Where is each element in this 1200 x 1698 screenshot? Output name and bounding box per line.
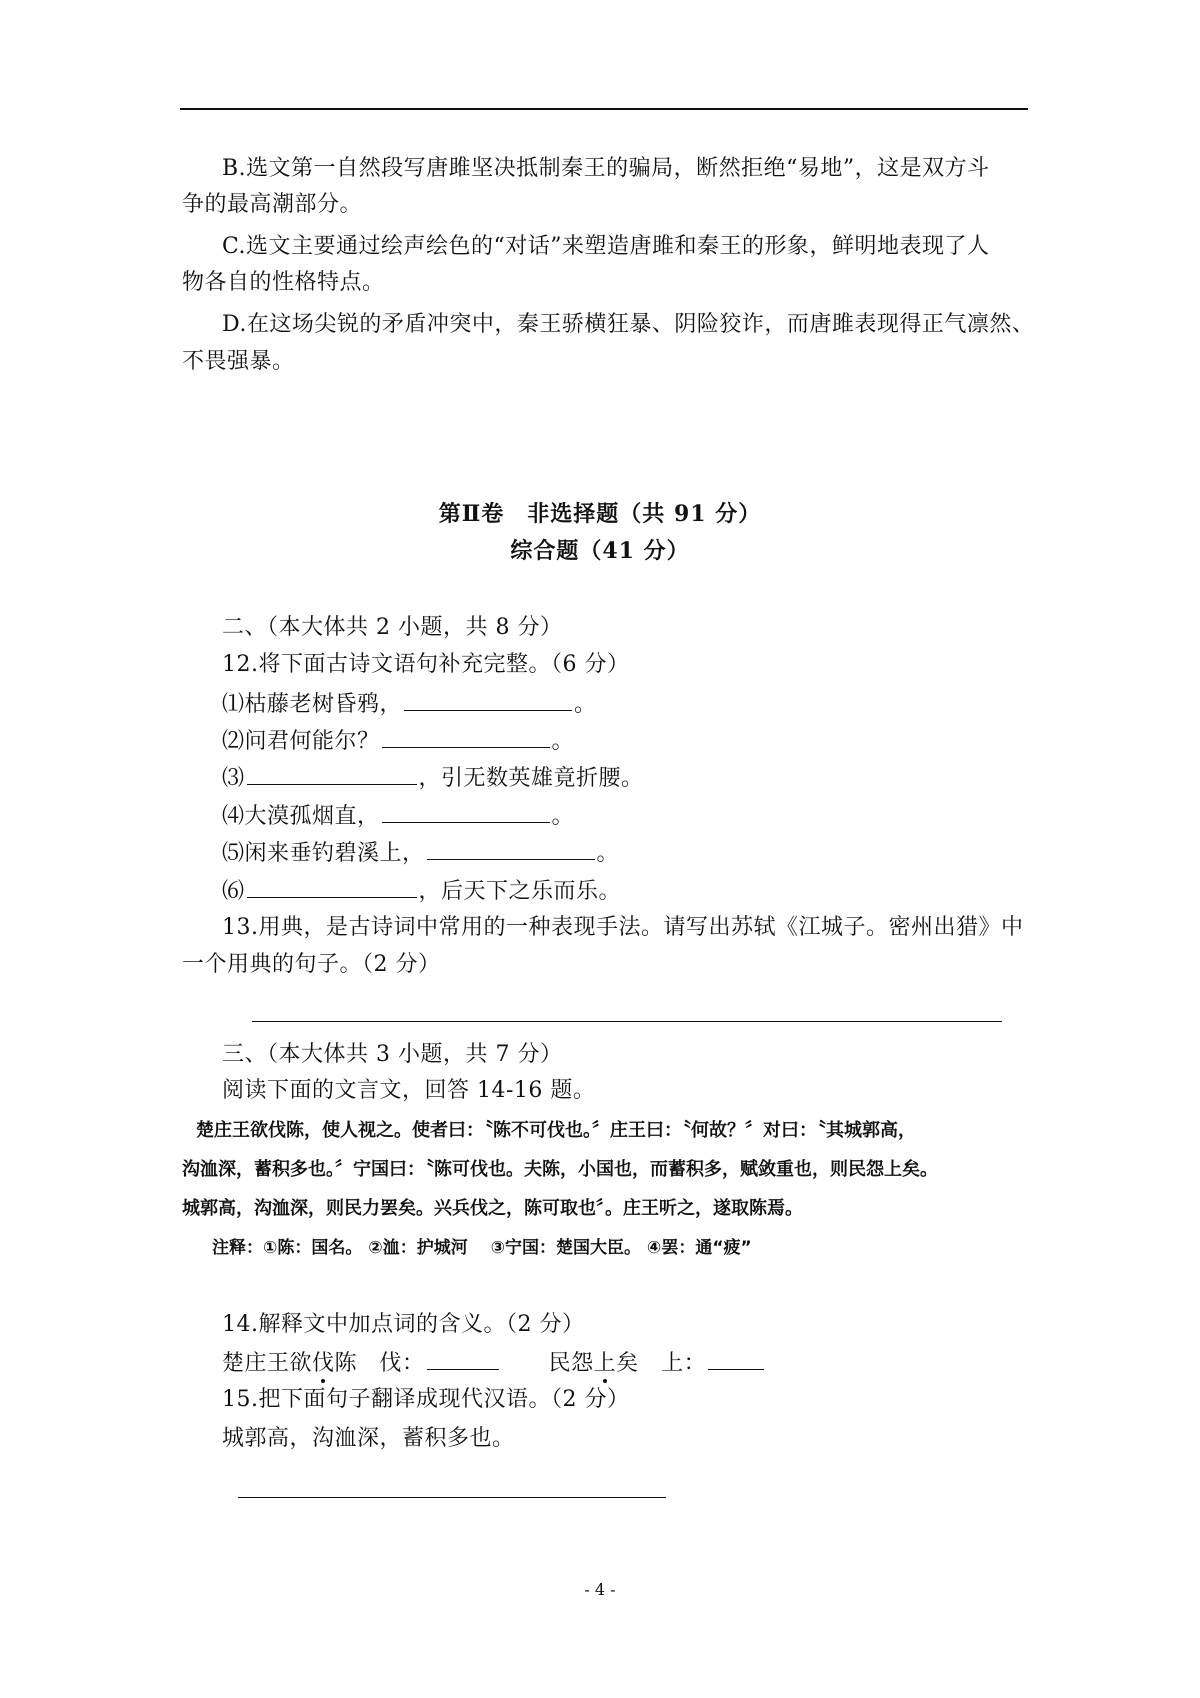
question-13-line1: 13.用典，是古诗词中常用的一种表现手法。请写出苏轼《江城子。密州出猎》中	[222, 915, 1024, 940]
q12-item-2-before: ⑵问君何能尔？	[222, 729, 380, 754]
question-12: 12.将下面古诗文语句补充完整。（6 分）	[222, 652, 630, 677]
passage-line-2: 沟洫深，蓄积多也。〞宁国曰：〝陈可伐也。夫陈，小国也，而蓄积多，赋敛重也，则民怨上矣。	[182, 1159, 938, 1180]
option-c-line1: C.选文主要通过绘声绘色的“对话”来塑造唐雎和秦王的形象，鲜明地表现了人	[222, 234, 990, 259]
q12-item-1-after: 。	[574, 692, 597, 717]
q14-items	[222, 1347, 766, 1379]
section-title: 第Ⅱ卷 非选择题（共 91 分）	[438, 501, 762, 527]
q15-answer-line[interactable]	[238, 1497, 666, 1498]
q14-b-pre: 民怨	[548, 1351, 594, 1376]
q12-item-5-blank[interactable]	[427, 837, 595, 860]
part3-intro: 阅读下面的文言文，回答 14-16 题。	[222, 1078, 596, 1103]
q14-b-post: 矣	[616, 1351, 662, 1376]
passage-line-3: 城郭高，沟洫深，则民力罢矣。兴兵伐之，陈可取也〞。庄王听之，遂取陈焉。	[182, 1198, 803, 1219]
q12-item-2-blank[interactable]	[382, 725, 550, 748]
q14-a-dotted-word: 伐	[312, 1351, 335, 1376]
q14-a-pre: 楚庄王欲	[222, 1351, 313, 1376]
q12-item-4-blank[interactable]	[382, 800, 550, 823]
page-number: - 4 -	[584, 1580, 616, 1599]
passage-notes: 注释：①陈：国名。 ②洫：护城河 ③宁国：楚国大臣。 ④罢：通“疲”	[212, 1238, 752, 1258]
part2-heading: 二、（本大体共 2 小题，共 8 分）	[222, 615, 563, 640]
q14-a-post: 陈	[334, 1351, 380, 1376]
q12-item-6-before: ⑹	[222, 879, 245, 904]
q12-item-2-after: 。	[551, 729, 575, 754]
option-b-line1: B.选文第一自然段写唐雎坚决抵制秦王的骗局，断然拒绝“易地”，这是双方斗	[222, 156, 990, 181]
q12-item-4-before: ⑷大漠孤烟直，	[222, 804, 380, 829]
q12-item-6-blank[interactable]	[247, 875, 417, 898]
section-subtitle: 综合题（41 分）	[510, 538, 690, 564]
q12-item-1-before: ⑴枯藤老树昏鸦，	[222, 692, 403, 717]
q12-item-3-blank[interactable]	[247, 762, 417, 785]
q15-sentence: 城郭高，沟洫深，蓄积多也。	[222, 1426, 515, 1451]
q13-answer-line[interactable]	[252, 1021, 1002, 1022]
q14-b-label: 上：	[661, 1351, 707, 1376]
q12-item-3-before: ⑶	[222, 766, 245, 791]
option-d-line2: 不畏强暴。	[182, 349, 295, 374]
q12-item-4	[222, 800, 574, 832]
part3-heading: 三、（本大体共 3 小题，共 7 分）	[222, 1042, 563, 1067]
q14-b-dotted-word: 上	[593, 1351, 617, 1376]
passage-line-1: 楚庄王欲伐陈，使人视之。使者曰：〝陈不可伐也。〞庄王曰：〝何故？〞对曰：〝其城郭高，	[196, 1120, 916, 1141]
q12-item-5-after: 。	[596, 841, 620, 866]
q12-item-6-after: ，后天下之乐而乐。	[418, 879, 622, 904]
header-rule	[180, 108, 1028, 110]
question-13-line2: 一个用典的句子。（2 分）	[182, 952, 441, 977]
q14-a-blank[interactable]	[427, 1347, 499, 1370]
option-b-line2: 争的最高潮部分。	[182, 192, 363, 217]
q12-item-1-blank[interactable]	[404, 688, 572, 711]
question-14: 14.解释文中加点词的含义。（2 分）	[222, 1312, 585, 1337]
q14-b-blank[interactable]	[708, 1347, 764, 1370]
option-c-line2: 物各自的性格特点。	[182, 270, 385, 295]
q12-item-3-after: ，引无数英雄竟折腰。	[418, 766, 644, 791]
q12-item-1	[222, 688, 597, 720]
q12-item-4-after: 。	[551, 804, 575, 829]
question-15: 15.把下面句子翻译成现代汉语。（2 分）	[222, 1387, 630, 1412]
option-d-line1: D.在这场尖锐的矛盾冲突中，秦王骄横狂暴、阴险狡诈，而唐雎表现得正气凛然、	[222, 312, 1035, 337]
q12-item-2	[222, 725, 574, 757]
q12-item-6	[222, 875, 621, 907]
q12-item-5	[222, 837, 619, 869]
q14-a-label: 伐：	[379, 1351, 425, 1376]
q12-item-5-before: ⑸闲来垂钓碧溪上，	[222, 841, 425, 866]
q12-item-3	[222, 762, 644, 794]
